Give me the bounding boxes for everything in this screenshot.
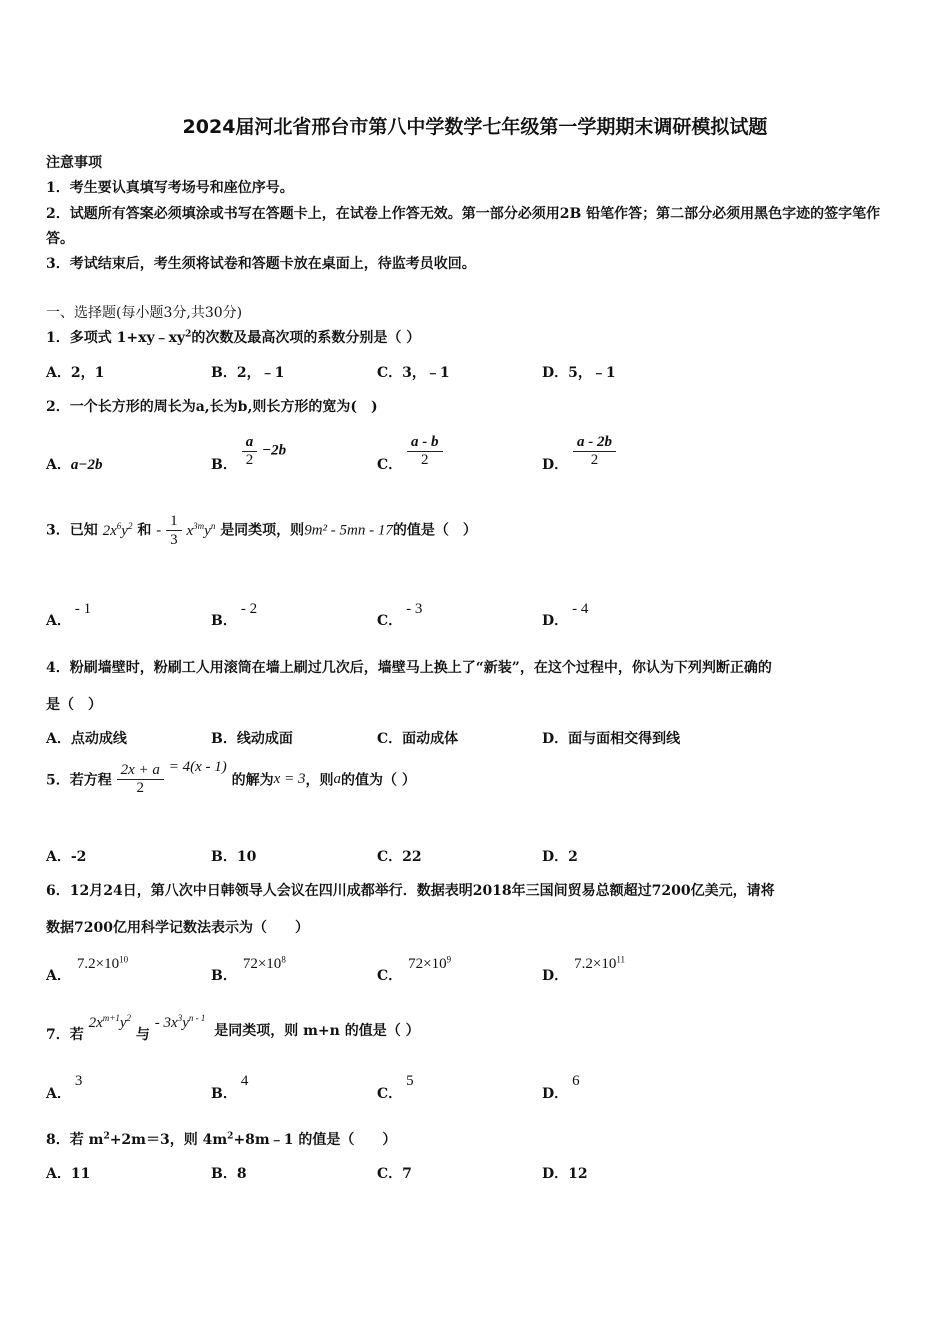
question-4-stem-cont: 是（ ） <box>46 697 102 713</box>
question-5-stem <box>46 759 416 797</box>
option-c[interactable]: C．22 <box>377 849 422 865</box>
notice-item: 3．考试结束后，考生须将试卷和答题卡放在桌面上，待监考员收回。 <box>46 256 476 272</box>
stem-text: +8m﹣1 的值是（ ） <box>233 1132 397 1148</box>
option-label: A． <box>46 1086 71 1102</box>
denominator: 2 <box>136 780 145 796</box>
term-base: y <box>182 1015 189 1031</box>
question-number: 3． <box>46 522 70 539</box>
term-base: 2x <box>102 522 117 539</box>
question-6-stem-cont: 数据7200亿用科学记数法表示为（ ） <box>46 920 309 936</box>
exponent: 2 <box>127 520 133 531</box>
option-b[interactable]: B．8 <box>211 1166 247 1182</box>
stem-text: 的次数及最高次项的系数分别是（ ） <box>191 330 421 346</box>
stem-text: 的解为 <box>231 772 274 789</box>
fraction <box>117 762 164 797</box>
question-number: 1． <box>46 330 70 346</box>
option-value: - 3 <box>406 601 423 617</box>
option-b[interactable] <box>211 428 286 474</box>
term-1 <box>102 520 133 539</box>
option-a[interactable] <box>46 953 129 984</box>
exponent: m+1 <box>102 1013 120 1023</box>
option-d[interactable] <box>542 953 626 984</box>
option-b[interactable] <box>211 1070 249 1102</box>
stem-text: 的值是（ ） <box>392 522 477 539</box>
option-label: B． <box>211 1086 237 1102</box>
option-label: D． <box>542 968 569 984</box>
polynomial-expression: 1+xy﹣xy <box>116 330 186 346</box>
term-base: y <box>121 522 128 539</box>
option-label: C． <box>377 457 403 473</box>
option-value: 72×10 <box>242 956 282 972</box>
stem-text: 若方程 <box>69 772 112 789</box>
question-8-stem <box>46 1129 396 1149</box>
denominator: 2 <box>421 451 429 468</box>
option-d[interactable] <box>542 598 589 629</box>
option-value: 3 <box>74 1073 83 1089</box>
option-a[interactable] <box>46 598 92 629</box>
option-label: C． <box>377 968 403 984</box>
option-a[interactable]: A．点动成线 <box>46 731 127 747</box>
option-a[interactable]: A．11 <box>46 1166 91 1182</box>
term-2 <box>155 1015 206 1031</box>
option-c[interactable]: C．7 <box>377 1166 412 1182</box>
option-value: - 4 <box>572 601 589 617</box>
option-value: 4 <box>240 1073 249 1089</box>
option-a[interactable]: A．2，1 <box>46 365 105 381</box>
stem-text: 已知 <box>69 522 98 539</box>
exponent: 8 <box>281 954 286 965</box>
option-label: B． <box>211 457 237 473</box>
page-title: 2024届河北省邢台市第八中学数学七年级第一学期期末调研模拟试题 <box>182 116 768 138</box>
exponent: 11 <box>616 954 626 965</box>
question-2-stem: 2．一个长方形的周长为a,长为b,则长方形的宽为( ) <box>46 399 378 415</box>
option-label: A． <box>46 457 71 473</box>
stem-text: 和 <box>137 522 152 539</box>
option-a[interactable]: A．-2 <box>46 849 87 865</box>
option-value: 72×10 <box>408 956 447 972</box>
stem-text: 8．若 m <box>46 1132 104 1148</box>
option-label: D． <box>542 613 569 629</box>
question-4-stem: 4．粉刷墙壁时，粉刷工人用滚筒在墙上刷过几次后，墙壁马上换上了“新装”，在这个过程中，你认为下列判断正确的 <box>46 660 772 676</box>
question-3-stem <box>46 512 477 549</box>
term-base: y <box>204 522 211 539</box>
option-b[interactable] <box>211 598 258 629</box>
stem-text: 多项式 <box>69 330 112 346</box>
exponent: 2 <box>185 329 192 340</box>
term-base: x <box>186 522 194 539</box>
fraction <box>166 512 182 549</box>
option-label: B． <box>211 968 237 984</box>
expression: 9m² - 5mn - 17 <box>304 522 393 539</box>
variable: a <box>333 771 341 787</box>
option-b[interactable]: B．2，﹣1 <box>211 365 285 381</box>
option-label: C． <box>377 1086 403 1102</box>
exponent: 2 <box>227 1131 234 1142</box>
option-label: D． <box>542 457 569 473</box>
notice-heading: 注意事项 <box>46 155 102 171</box>
exponent: 3 <box>177 1013 183 1023</box>
denominator: 2 <box>590 451 599 468</box>
option-a[interactable] <box>46 1070 83 1102</box>
stem-text: 是同类项，则 <box>220 522 305 539</box>
denominator: 2 <box>245 451 254 468</box>
minus-sign: - <box>156 522 162 539</box>
term-base: y <box>119 1015 127 1031</box>
stem-text: 是同类项，则 m+n 的值是（ ） <box>214 1023 420 1039</box>
option-value: - 2 <box>240 601 258 617</box>
option-value: - 1 <box>74 601 92 617</box>
option-c[interactable]: C．面动成体 <box>377 731 459 747</box>
option-d[interactable]: D．面与面相交得到线 <box>542 731 681 747</box>
denominator: 3 <box>170 532 178 548</box>
question-1-stem <box>46 327 420 347</box>
option-c[interactable] <box>377 598 423 629</box>
numerator: 2x + a <box>117 762 164 780</box>
option-d[interactable]: D．2 <box>542 849 578 865</box>
fraction <box>242 434 258 469</box>
option-value: 6 <box>572 1073 580 1089</box>
option-label: D． <box>542 1086 569 1102</box>
option-value: a−2b <box>70 457 103 473</box>
option-d[interactable]: D．12 <box>542 1166 588 1182</box>
question-number: 5． <box>46 772 70 789</box>
numerator: 1 <box>166 512 182 531</box>
exponent: 2 <box>126 1013 132 1023</box>
fraction <box>573 434 616 469</box>
option-d[interactable] <box>542 1070 580 1102</box>
stem-text: 与 <box>135 1027 150 1043</box>
exponent: n <box>210 520 216 531</box>
question-6-stem: 6．12月24日，第八次中日韩领导人会议在四川成都举行．数据表明2018年三国间贸易总额超过7200亿美元，请将 <box>46 883 775 899</box>
question-7-stem <box>46 1012 420 1043</box>
term-1 <box>89 1015 131 1031</box>
option-d[interactable]: D．5，﹣1 <box>542 365 616 381</box>
exponent: 10 <box>119 954 129 965</box>
exponent: 9 <box>446 954 452 965</box>
question-number: 7． <box>46 1027 70 1043</box>
exponent: 2 <box>103 1131 110 1142</box>
option-d[interactable] <box>542 428 616 474</box>
option-value: 5 <box>406 1073 414 1089</box>
option-label: B． <box>211 613 237 629</box>
option-value: 7.2×10 <box>76 956 120 972</box>
term-base: 2x <box>88 1015 103 1031</box>
option-c[interactable] <box>377 428 443 474</box>
option-label: A． <box>46 613 71 629</box>
option-a[interactable] <box>46 454 102 474</box>
exponent: 3m <box>193 520 205 531</box>
section-heading: 一、选择题(每小题3分,共30分) <box>46 305 243 321</box>
option-value: 7.2×10 <box>574 956 617 972</box>
option-c[interactable] <box>377 953 452 984</box>
option-label: C． <box>377 613 403 629</box>
stem-text: ，则 <box>305 772 334 789</box>
option-label: A． <box>46 968 71 984</box>
stem-text: 若 <box>69 1027 84 1043</box>
stem-text: +2m＝3，则 4m <box>109 1132 228 1148</box>
stem-text: 的值为（ ） <box>340 772 416 789</box>
option-c[interactable] <box>377 1070 414 1102</box>
notice-item: 1．考生要认真填写考场号和座位序号。 <box>46 180 294 196</box>
option-b[interactable] <box>211 953 286 984</box>
term-2 <box>186 520 216 539</box>
option-b[interactable]: B．10 <box>211 849 257 865</box>
term-base: - 3x <box>154 1015 178 1031</box>
option-b[interactable]: B．线动成面 <box>211 731 293 747</box>
equation-rhs: = 4(x - 1) <box>168 759 227 775</box>
option-value: −2b <box>262 442 287 459</box>
numerator: a <box>242 434 258 452</box>
exponent: 6 <box>116 520 122 531</box>
notice-item: 2．试题所有答案必须填涂或书写在答题卡上，在试卷上作答无效。第一部分必须用2B 铅笔作答；第二部分必须用黑色字迹的签字笔作答。 <box>46 206 881 247</box>
option-c[interactable]: C．3，﹣1 <box>377 365 450 381</box>
exponent: n - 1 <box>188 1013 206 1023</box>
fraction <box>407 434 443 469</box>
numerator: a - b <box>407 434 443 452</box>
numerator: a - 2b <box>573 434 616 452</box>
solution: x = 3 <box>273 771 306 787</box>
